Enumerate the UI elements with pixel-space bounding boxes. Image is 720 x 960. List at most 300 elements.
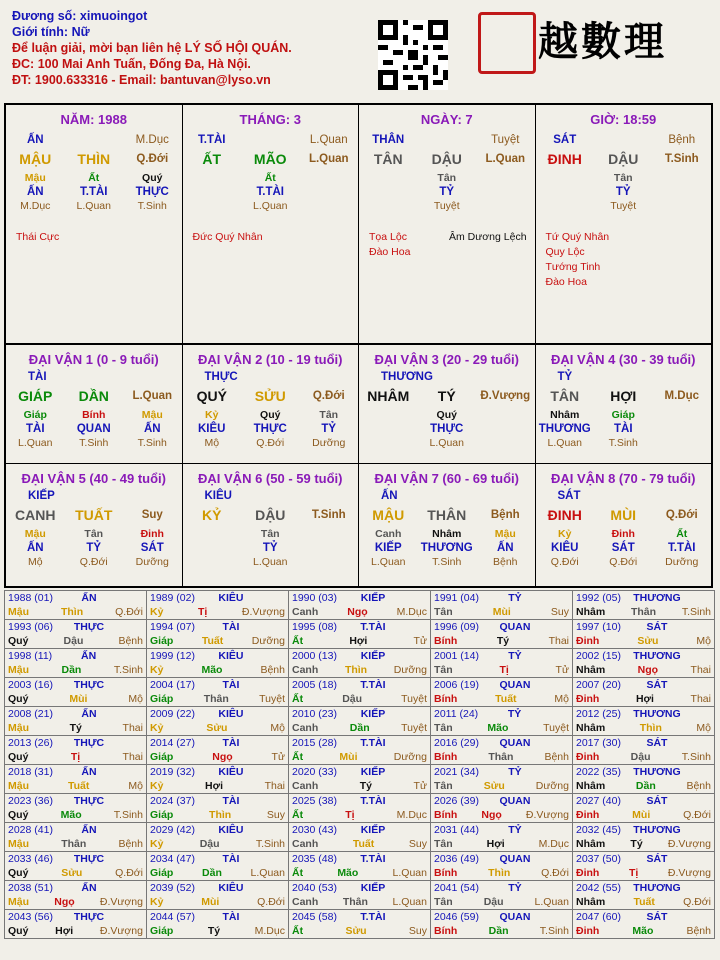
dai-van-hidden-stage-0: L.Quan [371, 556, 406, 568]
year-can: Canh [292, 896, 319, 908]
annual-row [5, 620, 715, 649]
year-label: 2013 (26) [8, 737, 53, 749]
pillar-hidden-0: Mậu [24, 172, 46, 184]
year-god: SÁT [646, 853, 668, 865]
year-label: 2034 (47) [150, 853, 195, 865]
year-cell [289, 707, 431, 736]
year-line-1 [434, 794, 569, 808]
year-can: Kỷ [150, 722, 164, 734]
year-stage: Bệnh [118, 635, 143, 647]
pillar-hidden-god-2: THỰC [135, 186, 169, 198]
pillar-hidden-stage-1: Tuyệt [610, 200, 637, 212]
year-chi: Hợi [55, 925, 74, 937]
dai-van-god: THỰC [204, 371, 238, 383]
year-label: 1988 (01) [8, 592, 53, 604]
year-chi: Mão [487, 722, 509, 734]
year-god: ẤN [81, 882, 97, 894]
year-line-2 [8, 692, 143, 706]
annual-row [5, 707, 715, 736]
year-god: THƯƠNG [633, 766, 681, 778]
year-line-2 [8, 663, 143, 677]
year-label: 2012 (25) [576, 708, 621, 720]
dai-van-can-chi [359, 389, 535, 403]
year-stage: Q.Đới [683, 896, 711, 908]
year-cell [289, 794, 431, 823]
dai-van-hidden [359, 408, 535, 422]
year-line-2 [292, 924, 427, 938]
year-line-1 [292, 591, 427, 605]
pillar-hidden-god-2 [300, 185, 358, 199]
year-can: Đinh [576, 867, 600, 879]
year-chi: Dậu [630, 751, 651, 763]
year-chi: Thân [61, 838, 87, 850]
year-can: Bính [434, 867, 458, 879]
year-stage: Bệnh [686, 925, 711, 937]
year-chi: Sửu [61, 867, 83, 879]
year-chi: Dần [635, 780, 656, 792]
year-chi: Thân [203, 693, 229, 705]
year-line-2 [150, 721, 285, 735]
year-line-2 [292, 692, 427, 706]
pillar-hidden-1: Ất [88, 172, 100, 184]
dai-van-hidden [6, 527, 182, 541]
annual-row [5, 823, 715, 852]
dai-van-can-chi-1: MÙI [610, 507, 637, 523]
dai-van-god: ẤN [381, 490, 398, 502]
year-label: 2040 (53) [292, 882, 337, 894]
year-stage: Thai [122, 722, 143, 734]
year-stage: Tuyệt [259, 693, 285, 705]
dai-van-can-chi [6, 508, 182, 522]
pillar-gods [359, 133, 535, 147]
year-can: Giáp [150, 635, 174, 647]
year-can: Đinh [576, 635, 600, 647]
dai-van-row-2 [6, 464, 711, 586]
year-chi: Mùi [69, 693, 88, 705]
dai-van-hidden-god-1: THƯƠNG [420, 542, 473, 554]
year-god: TÀI [222, 911, 240, 923]
dai-van-hidden-god-2: ẤN [143, 423, 161, 435]
pillar-hidden-god-1: T.TÀI [256, 186, 284, 198]
year-cell [5, 649, 147, 678]
pillar-hidden-stage-2 [476, 199, 534, 213]
year-line-1 [150, 910, 285, 924]
dai-van-hidden-god-1: TỶ [86, 542, 102, 554]
year-line-1 [576, 823, 711, 837]
year-line-2 [434, 721, 569, 735]
year-line-1 [150, 881, 285, 895]
dai-van-hidden-stage-0 [183, 555, 241, 569]
year-can: Giáp [150, 693, 174, 705]
annual-row [5, 765, 715, 794]
year-can: Quý [8, 925, 29, 937]
year-line-2 [150, 663, 285, 677]
year-god: TỶ [507, 708, 522, 720]
year-stage: Thai [122, 751, 143, 763]
dai-van-hidden-stage-2: Dưỡng [312, 437, 346, 449]
year-label: 2033 (46) [8, 853, 53, 865]
year-god: THƯƠNG [633, 708, 681, 720]
year-stage: M.Dục [254, 925, 285, 937]
year-line-1 [434, 678, 569, 692]
year-cell [573, 852, 715, 881]
year-stage: T.Sinh [681, 606, 711, 618]
year-line-2 [434, 808, 569, 822]
year-cell [147, 852, 289, 881]
year-god: THỰC [73, 621, 105, 633]
year-label: 2038 (51) [8, 882, 53, 894]
year-god: TỶ [508, 592, 522, 604]
pillar-hidden-god-2 [476, 185, 534, 199]
pillar-hidden-god-1: TỶ [615, 186, 631, 198]
year-chi: Mão [337, 867, 359, 879]
year-can: Canh [292, 722, 319, 734]
year-label: 2028 (41) [8, 824, 53, 836]
year-line-1 [576, 620, 711, 634]
dai-van-can-chi [6, 389, 182, 403]
pillar-hidden-stage-0 [183, 199, 241, 213]
year-cell [5, 823, 147, 852]
pillar-gods-2: Tuyệt [491, 134, 520, 146]
pillar-hidden-stage-1: Tuyệt [433, 200, 460, 212]
year-label: 2047 (60) [576, 911, 621, 923]
pillar-2 [359, 105, 536, 343]
year-god: KIẾP [360, 882, 386, 894]
year-god: KIẾP [360, 824, 386, 836]
year-label: 1991 (04) [434, 592, 479, 604]
pillar-title: NĂM: 1988 [60, 112, 127, 127]
year-line-1 [292, 852, 427, 866]
year-label: 2041 (54) [434, 882, 479, 894]
year-god: ẤN [81, 766, 97, 778]
dai-van-hidden-2: Mậu [141, 409, 163, 421]
year-line-1 [576, 765, 711, 779]
year-line-1 [434, 881, 569, 895]
year-line-2 [150, 924, 285, 938]
year-label: 2001 (14) [434, 650, 479, 662]
dai-van-hidden-stage-1: Q.Đới [256, 437, 285, 449]
dai-van-hidden-2: Đinh [140, 528, 164, 540]
year-stage: Thai [548, 635, 569, 647]
year-can: Kỷ [150, 664, 164, 676]
year-god: KIÊU [218, 766, 244, 778]
dai-van-can-chi-1: TÝ [437, 388, 456, 404]
year-can: Mậu [8, 780, 29, 792]
phone-email-line: ĐT: 1900.633316 - Email: bantuvan@lyso.vn [12, 73, 271, 87]
dai-van-hidden [536, 527, 712, 541]
year-chi: Hợi [486, 838, 505, 850]
dai-van-can-chi [183, 389, 359, 403]
year-can: Giáp [150, 809, 174, 821]
year-chi: Dần [202, 867, 222, 879]
year-can: Mậu [8, 896, 29, 908]
year-line-1 [150, 823, 285, 837]
year-line-1 [8, 765, 143, 779]
qr-code-icon [378, 20, 448, 90]
year-line-1 [8, 852, 143, 866]
dai-van-4 [6, 464, 183, 586]
year-label: 2010 (23) [292, 708, 337, 720]
year-can: Bính [434, 925, 458, 937]
dai-van-hidden-stage-1: T.Sinh [432, 556, 462, 568]
pillar-3 [536, 105, 712, 343]
pillar-hidden-stage-1: L.Quan [76, 200, 111, 212]
dai-van-0 [6, 345, 183, 463]
pillar-hidden-god-2 [653, 185, 711, 199]
year-god: T.TÀI [360, 853, 386, 865]
year-line-1 [434, 823, 569, 837]
dai-van-hidden-stage-1: L.Quan [429, 437, 464, 449]
year-god: THỰC [73, 795, 105, 807]
year-god: ẤN [81, 824, 97, 836]
dai-van-can-chi-1: TUẤT [75, 507, 113, 523]
year-line-1 [8, 591, 143, 605]
year-stage: Tử [271, 751, 285, 763]
pillar-hidden-stage [183, 199, 359, 213]
dai-van-god: KIÊU [204, 490, 232, 502]
pillar-gods [536, 133, 712, 147]
year-line-2 [434, 779, 569, 793]
dai-van-title: ĐẠI VẬN 3 (20 - 29 tuổi) [374, 352, 519, 367]
year-can: Giáp [150, 867, 174, 879]
dai-van-can-chi-2: T.Sinh [311, 509, 346, 521]
year-line-1 [576, 591, 711, 605]
year-can: Tân [434, 838, 453, 850]
year-god: QUAN [499, 679, 531, 691]
year-can: Quý [8, 867, 29, 879]
year-line-1 [434, 736, 569, 750]
dai-van-hidden-god-2: T.TÀI [668, 542, 696, 554]
year-label: 2015 (28) [292, 737, 337, 749]
pillar-hidden-god [359, 185, 535, 199]
dai-van-title: ĐẠI VẬN 7 (60 - 69 tuổi) [374, 471, 519, 486]
year-line-2 [8, 924, 143, 938]
dai-van-can-chi-1: THÂN [427, 507, 467, 523]
header-info [12, 8, 292, 88]
gender: Giới tính: Nữ [12, 25, 90, 39]
year-stage: Mộ [128, 780, 143, 792]
year-stage: T.Sinh [539, 925, 569, 937]
year-can: Ất [292, 867, 304, 879]
year-label: 1994 (07) [150, 621, 195, 633]
year-cell [147, 620, 289, 649]
year-stage: Q.Đới [115, 606, 143, 618]
year-cell [431, 678, 573, 707]
year-stage: T.Sinh [681, 751, 711, 763]
year-line-2 [292, 808, 427, 822]
year-line-1 [150, 649, 285, 663]
year-chi: Dậu [342, 693, 363, 705]
year-label: 2002 (15) [576, 650, 621, 662]
year-stage: Đ.Vượng [667, 867, 711, 879]
year-label: 2016 (29) [434, 737, 479, 749]
year-god: T.TÀI [360, 795, 386, 807]
year-can: Quý [8, 635, 29, 647]
year-cell [5, 707, 147, 736]
dai-van-hidden-god-2 [476, 422, 534, 436]
year-label: 1995 (08) [292, 621, 337, 633]
dai-van-hidden-1: Tân [260, 528, 280, 540]
year-line-2 [8, 837, 143, 851]
year-cell [147, 591, 289, 620]
dai-van-hidden-stage-0: Mộ [204, 437, 220, 449]
dai-van-can-chi [536, 508, 712, 522]
year-line-1 [8, 620, 143, 634]
year-line-2 [434, 750, 569, 764]
year-god: TỶ [508, 824, 522, 836]
dai-van-hidden-stage-0 [359, 436, 417, 450]
year-line-1 [434, 910, 569, 924]
pillar-hidden-1: Ất [264, 172, 276, 184]
pillar-can-chi-0: TÂN [373, 151, 403, 167]
pillar-hidden-0 [359, 171, 417, 185]
dai-van-god: SÁT [557, 490, 581, 502]
dai-van-can-chi-0: NHÂM [367, 388, 410, 404]
dai-van-hidden-stage-2: T.Sinh [137, 437, 167, 449]
year-can: Tân [434, 664, 453, 676]
year-stage: Bệnh [260, 664, 285, 676]
pillar-gods-0: SÁT [553, 134, 577, 146]
year-line-2 [8, 866, 143, 880]
year-line-1 [434, 591, 569, 605]
annual-table [4, 590, 715, 939]
year-cell [289, 823, 431, 852]
pillar-can-chi-2: L.Quan [308, 153, 349, 165]
year-cell [147, 881, 289, 910]
year-cell [289, 649, 431, 678]
year-god: SÁT [646, 795, 668, 807]
dai-van-god: TÀI [28, 371, 47, 383]
year-chi: Dần [488, 925, 509, 937]
pillar-stars [16, 230, 59, 245]
year-label: 2020 (33) [292, 766, 337, 778]
year-god: QUAN [499, 621, 531, 633]
year-chi: Mão [632, 925, 654, 937]
year-god: KIÊU [218, 650, 244, 662]
year-cell [147, 649, 289, 678]
year-stage: Tuyệt [401, 693, 427, 705]
pillar-gods-1 [241, 133, 299, 147]
year-line-1 [150, 765, 285, 779]
year-can: Quý [8, 809, 29, 821]
dai-van-hidden [183, 527, 359, 541]
dai-van-hidden-1: Giáp [611, 409, 635, 421]
year-can: Canh [292, 606, 319, 618]
year-can: Mậu [8, 722, 29, 734]
dai-van-can-chi-1: HỢI [610, 388, 637, 404]
year-cell [431, 910, 573, 939]
year-god: TÀI [222, 679, 240, 691]
year-chi: Ngọ [347, 606, 368, 618]
pillar-hidden-2 [300, 171, 358, 185]
year-line-1 [434, 707, 569, 721]
year-chi: Hợi [205, 780, 223, 792]
year-line-2 [292, 634, 427, 648]
year-stage: M.Dục [396, 606, 427, 618]
dai-van-hidden-2: Mậu [494, 528, 516, 540]
year-god: KIÊU [218, 708, 244, 720]
year-god: THỰC [73, 911, 105, 923]
year-can: Kỷ [150, 838, 164, 850]
year-god: TÀI [222, 795, 240, 807]
year-god: THƯƠNG [633, 650, 681, 662]
year-stage: Đ.Vượng [667, 838, 711, 850]
year-chi: Dần [61, 664, 82, 676]
dai-van-2 [359, 345, 536, 463]
dai-van-hidden-god-2: ẤN [496, 542, 514, 554]
dai-van-hidden-0: Mậu [24, 528, 46, 540]
year-label: 2023 (36) [8, 795, 53, 807]
pillar-gods-2: M.Dục [135, 134, 169, 146]
year-chi: Tị [628, 867, 639, 879]
dai-van-hidden-god-0: TÀI [25, 423, 45, 435]
year-god: KIẾP [360, 592, 386, 604]
pillar-hidden-0 [183, 171, 241, 185]
year-god: SÁT [646, 679, 668, 691]
pillar-1 [183, 105, 360, 343]
pillar-stars-right [449, 230, 527, 245]
year-line-1 [434, 852, 569, 866]
year-stage: Tử [413, 780, 427, 792]
dai-van-hidden-2 [653, 408, 711, 422]
year-line-1 [8, 736, 143, 750]
star-0: Đức Quý Nhân [192, 231, 263, 243]
dai-van-hidden-stage [359, 436, 535, 450]
dai-van-title: ĐẠI VẬN 2 (10 - 19 tuổi) [198, 352, 343, 367]
year-chi: Mão [60, 809, 82, 821]
dai-van-can-chi-0: ĐINH [547, 507, 582, 523]
pillar-can-chi-1: MÃO [253, 151, 287, 167]
year-chi: Tuất [633, 896, 655, 908]
pillar-hidden-god-0 [183, 185, 241, 199]
annual-row [5, 678, 715, 707]
year-stage: Đ.Vượng [241, 606, 285, 618]
year-chi: Thìn [488, 867, 511, 879]
year-line-1 [292, 823, 427, 837]
year-can: Quý [8, 751, 29, 763]
year-line-2 [8, 808, 143, 822]
year-cell [289, 910, 431, 939]
dai-van-hidden [536, 408, 712, 422]
year-line-2 [576, 808, 711, 822]
year-god: THỰC [73, 853, 105, 865]
year-stage: Đ.Vượng [99, 896, 143, 908]
year-can: Kỷ [150, 780, 164, 792]
year-line-2 [8, 779, 143, 793]
dai-van-hidden-0 [183, 527, 241, 541]
year-line-2 [150, 895, 285, 909]
year-chi: Hợi [635, 693, 654, 705]
year-stage: Suy [550, 606, 569, 618]
dai-van-1 [183, 345, 360, 463]
pillar-hidden [6, 171, 182, 185]
year-stage: T.Sinh [113, 809, 143, 821]
dai-van-3 [536, 345, 712, 463]
pillar-hidden-stage [359, 199, 535, 213]
dai-van-hidden-god-2 [300, 541, 358, 555]
star-1: Đào Hoa [369, 246, 411, 258]
year-line-1 [292, 707, 427, 721]
year-cell [5, 852, 147, 881]
annual-row [5, 591, 715, 620]
dai-van-can-chi-2: Suy [141, 509, 163, 521]
year-god: TÀI [222, 621, 240, 633]
year-god: SÁT [646, 621, 668, 633]
year-chi: Dần [349, 722, 370, 734]
dai-van-hidden-god-0: ẤN [26, 542, 44, 554]
year-chi: Mùi [632, 809, 651, 821]
dai-van-hidden-1: Quý [260, 409, 281, 421]
